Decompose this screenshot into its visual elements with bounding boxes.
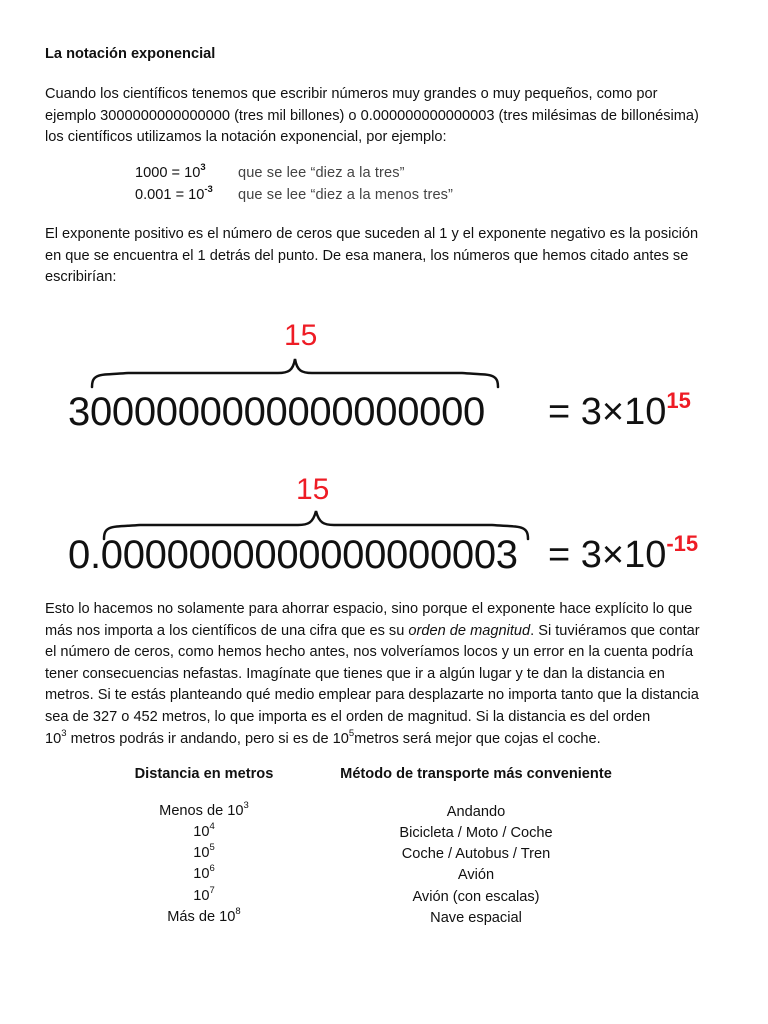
- table-header-method: Método de transporte más conveniente: [340, 766, 612, 782]
- table-cell-distance: [104, 801, 304, 821]
- body-text: 10: [45, 730, 62, 747]
- scientific-notation: [548, 531, 699, 580]
- example-row: [135, 163, 206, 183]
- body-text: metros será mejor que cojas el coche.: [354, 730, 601, 747]
- table-cell-method: Nave espacial: [430, 910, 522, 926]
- equation-exponent: 15: [666, 388, 691, 413]
- body-line: sea de 327 o 452 metros, lo que importa es el orden de magnitud. Si la distancia es del orden: [45, 708, 651, 725]
- zero-count-label: 15: [296, 473, 330, 506]
- curly-brace: [88, 355, 502, 389]
- exponent: 3: [61, 727, 67, 739]
- equation-exponent: -15: [666, 531, 699, 556]
- example-lhs: 1000 = 10: [135, 165, 201, 181]
- body-text: . Si tuviéramos que contar: [530, 622, 700, 639]
- body-line: Esto lo hacemos no solamente para ahorrar espacio, sino porque el exponente hace explícito lo que: [45, 601, 693, 617]
- table-cell-method: Andando: [446, 804, 506, 820]
- table-cell-distance: [104, 907, 304, 927]
- distance-exponent: 4: [209, 821, 215, 833]
- distance-base: 10: [193, 866, 210, 882]
- body-line: [45, 729, 735, 751]
- small-number: 0.0000000000000000003: [68, 533, 518, 577]
- distance-base: Menos de 10: [159, 803, 244, 819]
- equation-base: = 3×10: [548, 534, 667, 576]
- intro-paragraph: [45, 84, 735, 149]
- distance-exponent: 5: [209, 842, 215, 854]
- body-line: metros. Si te estás planteando qué medio emplear para desplazarte no importa tanto que la distancia: [45, 687, 699, 704]
- example-reading: que se lee “diez a la tres”: [238, 165, 405, 181]
- zero-count-label: 15: [284, 319, 318, 352]
- table-cell-distance: [104, 886, 304, 906]
- intro-line: ejemplo 3000000000000000 (tres mil billones) o 0.000000000000003 (tres milésimas de billonésima): [45, 107, 699, 124]
- distance-exponent: 8: [235, 906, 241, 918]
- table-cell-method: Avión: [457, 867, 495, 883]
- explain-line: escribirían:: [45, 269, 117, 286]
- table-cell-method: Avión (con escalas): [412, 889, 540, 905]
- distance-exponent: 3: [243, 800, 249, 812]
- table-header-distance: Distancia en metros: [134, 766, 274, 782]
- scientific-notation: [548, 388, 691, 437]
- example-lhs: 0.001 = 10: [135, 187, 205, 203]
- exponent: 5: [348, 727, 355, 739]
- explain-line: El exponente positivo es el número de ceros que suceden al 1 y el exponente negativo es la posición: [45, 226, 699, 242]
- example-exponent: -3: [204, 184, 213, 196]
- distance-base: Más de 10: [167, 909, 236, 925]
- explain-line: en que se encuentra el 1 detrás del punto. De esa manera, los números que hemos citado antes se: [45, 247, 689, 264]
- large-number: 3000000000000000000: [68, 390, 485, 434]
- distance-base: 10: [193, 845, 210, 861]
- explanation-paragraph: [45, 224, 735, 289]
- distance-exponent: 7: [209, 885, 215, 897]
- table-cell-method: Bicicleta / Moto / Coche: [399, 825, 553, 841]
- table-cell-distance: [104, 843, 304, 863]
- page-title: La notación exponencial: [45, 46, 216, 62]
- table-cell-method: Coche / Autobus / Tren: [401, 846, 551, 862]
- example-exponent: 3: [200, 162, 206, 174]
- intro-line: Cuando los científicos tenemos que escribir números muy grandes o muy pequeños, como por: [45, 86, 658, 102]
- intro-line: los científicos utilizamos la notación exponencial, por ejemplo:: [45, 129, 447, 146]
- body-text: metros podrás ir andando, pero si es de 10: [66, 730, 349, 747]
- example-row: [135, 185, 213, 205]
- table-cell-distance: [104, 822, 304, 842]
- example-reading: que se lee “diez a la menos tres”: [238, 187, 454, 203]
- distance-base: 10: [193, 888, 210, 904]
- body-line: el número de ceros, como hemos hecho antes, nos volveríamos locos y un error en la cuenta podría: [45, 644, 694, 661]
- table-cell-distance: [104, 864, 304, 884]
- distance-exponent: 6: [209, 863, 215, 875]
- body-paragraph: [45, 599, 735, 750]
- distance-base: 10: [193, 824, 210, 840]
- body-line: [45, 621, 735, 643]
- equation-base: = 3×10: [548, 391, 667, 433]
- emphasis-term: orden de magnitud: [408, 622, 531, 639]
- body-line: tener consecuencias nefastas. Imagínate que tienes que ir a algún lugar y te dan la distancia en: [45, 665, 665, 682]
- body-text: más nos importa a los científicos de una cifra que es su: [45, 622, 409, 639]
